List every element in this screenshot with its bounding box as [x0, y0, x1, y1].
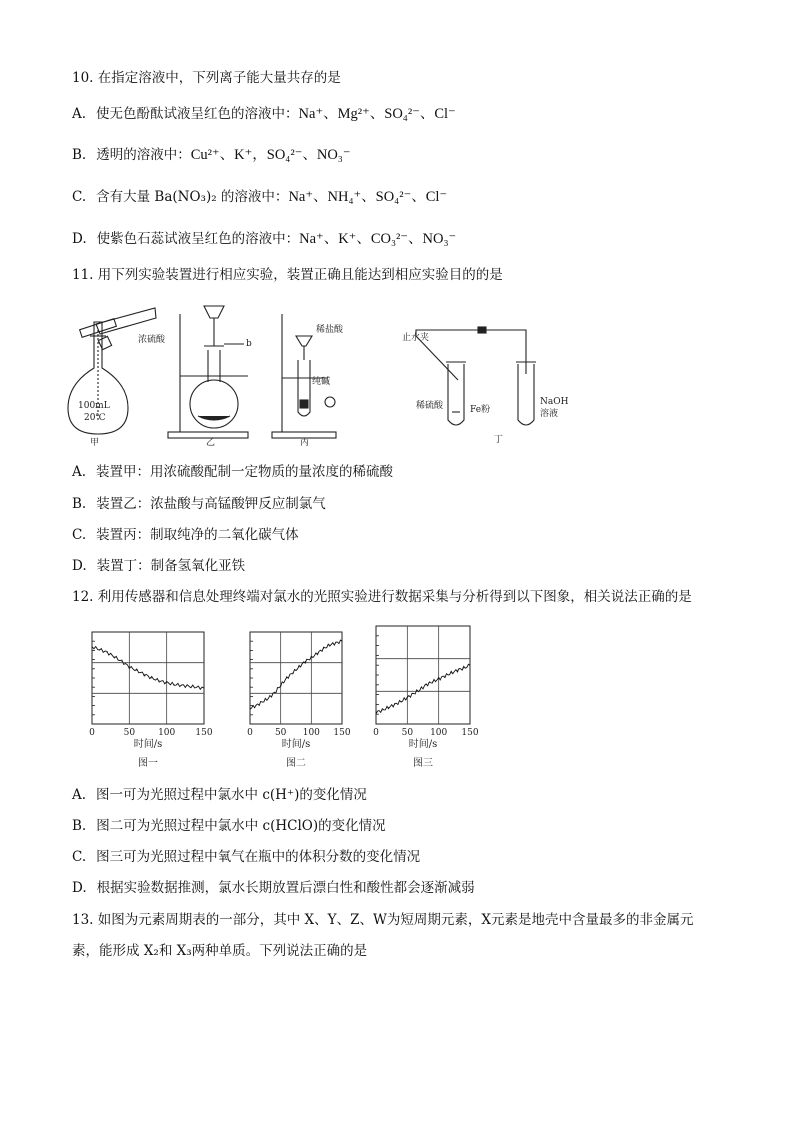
ion-list: Cu²⁺、K⁺，SO₄²⁻、NO₃⁻: [190, 147, 351, 163]
data-point: [463, 668, 464, 669]
option-text: 装置乙：浓盐酸与高锰酸钾反应制氯气: [96, 496, 326, 512]
data-point: [394, 704, 395, 705]
option-text: 根据实验数据推测，氯水长期放置后漂白性和酸性都会逐渐减弱: [96, 880, 475, 896]
reagent-label: 浓硫酸: [138, 335, 166, 345]
plot-frame: [250, 632, 342, 724]
q13-line-1: 13. 如图为元素周期表的一部分，其中 X、Y、Z、W为短周期元素，X元素是地壳中含量最多的非金属元: [72, 912, 694, 928]
chart-1: [89, 632, 213, 769]
x-axis-label: 时间/s: [408, 739, 438, 750]
option-label: C.: [72, 527, 87, 543]
apparatus-ding: [402, 327, 569, 445]
data-point: [342, 641, 343, 642]
data-point: [174, 684, 175, 685]
q10-option-c: [72, 187, 447, 207]
q10-stem: 10. 在指定溶液中，下列离子能大量共存的是: [72, 70, 341, 86]
data-point: [445, 676, 446, 677]
chart-caption: 图一: [138, 758, 158, 769]
option-text: 装置丁：制备氢氧化亚铁: [96, 558, 246, 574]
option-text: 透明的溶液中：: [96, 147, 191, 163]
option-label: A.: [72, 106, 87, 122]
plot-frame: [376, 626, 470, 724]
q13-line-2: 素，能形成 X₂和 X₃两种单质。下列说法正确的是: [72, 943, 368, 959]
flask-volume-label: 100mL: [78, 401, 110, 411]
option-text: 图二可为光照过程中氯水中 c(HClO)的变化情况: [96, 818, 386, 834]
data-point: [274, 692, 275, 693]
q12-option-c: [72, 847, 420, 867]
data-point: [426, 684, 427, 685]
x-tick-label: 100: [430, 728, 448, 738]
data-point: [181, 685, 182, 686]
data-point: [92, 646, 93, 647]
apparatus-yi: [168, 306, 252, 448]
data-point: [268, 698, 269, 699]
apparatus-jia: [68, 308, 166, 448]
port-label: b: [246, 339, 252, 349]
data-point: [438, 679, 439, 680]
option-text: 装置丙：制取纯净的二氧化碳气体: [96, 527, 299, 543]
q10-option-d: [72, 229, 456, 249]
x-tick-label: 50: [123, 728, 136, 738]
naoh-label: NaOH: [540, 397, 569, 407]
data-point: [256, 705, 257, 706]
option-label: A.: [72, 464, 87, 480]
data-point: [166, 682, 167, 683]
option-label: B.: [72, 496, 87, 512]
data-point: [376, 712, 377, 713]
data-point: [280, 685, 281, 686]
data-point: [114, 656, 115, 657]
data-point: [335, 643, 336, 644]
chart-caption: 图三: [413, 758, 433, 769]
option-text: 使紫色石蕊试液呈红色的溶液中：: [96, 231, 300, 247]
data-point: [286, 678, 287, 679]
series-line: [250, 640, 342, 709]
data-point: [407, 697, 408, 698]
q11-option-a: [72, 462, 393, 482]
q11-option-b: [72, 494, 326, 514]
plot-frame: [92, 632, 204, 724]
option-text: 使无色酚酞试液呈红色的溶液中：: [96, 106, 299, 122]
chart-2: [247, 632, 351, 769]
data-point: [382, 710, 383, 711]
x-tick-label: 100: [302, 728, 320, 738]
ion-list: Na⁺、NH₄⁺、SO₄²⁻、Cl⁻: [288, 189, 448, 205]
q12-stem: 12. 利用传感器和信息处理终端对氯水的光照实验进行数据采集与分析得到以下图象，相关说法正确的是: [72, 589, 692, 605]
q10-option-b: [72, 145, 351, 165]
x-axis-label: 时间/s: [281, 739, 311, 750]
chart-3: [373, 626, 479, 769]
data-point: [305, 661, 306, 662]
option-text: 图三可为光照过程中氧气在瓶中的体积分数的变化情况: [96, 849, 421, 865]
ion-list: Na⁺、K⁺、CO₃²⁻、NO₃⁻: [299, 231, 457, 247]
data-point: [451, 673, 452, 674]
caption-bing: 丙: [300, 438, 310, 448]
data-point: [293, 672, 294, 673]
data-point: [470, 665, 471, 666]
data-point: [413, 693, 414, 694]
data-point: [136, 670, 137, 671]
fe-label: Fe粉: [470, 405, 491, 415]
option-label: D.: [72, 880, 87, 896]
data-point: [151, 678, 152, 679]
data-point: [144, 674, 145, 675]
clamp-label: 止水夹: [402, 333, 430, 343]
data-point: [388, 707, 389, 708]
ion-list: Na⁺、Mg²⁺、SO₄²⁻、Cl⁻: [298, 106, 456, 122]
x-tick-label: 0: [89, 728, 95, 738]
x-tick-label: 150: [333, 728, 351, 738]
data-point: [189, 686, 190, 687]
chart-caption: 图二: [286, 758, 306, 769]
option-label: A.: [72, 787, 87, 803]
option-label: C.: [72, 849, 87, 865]
data-point: [457, 670, 458, 671]
option-label: D.: [72, 231, 87, 247]
caption-ding: 丁: [494, 435, 504, 445]
acid-label: 稀硫酸: [416, 401, 444, 411]
data-point: [317, 653, 318, 654]
x-tick-label: 50: [274, 728, 287, 738]
option-label: D.: [72, 558, 87, 574]
data-point: [323, 648, 324, 649]
q11-option-c: [72, 525, 299, 545]
base-label: 纯碱: [312, 377, 331, 387]
data-point: [196, 687, 197, 688]
chart-group: [80, 622, 500, 772]
data-point: [250, 708, 251, 709]
q11-stem: 11. 用下列实验装置进行相应实验，装置正确且能达到相应实验目的的是: [72, 267, 503, 283]
x-tick-label: 0: [373, 728, 379, 738]
data-point: [159, 680, 160, 681]
apparatus-figure: [60, 296, 569, 448]
flask-temp-label: 20℃: [84, 413, 106, 423]
series-line: [92, 647, 204, 690]
apparatus-bing: [272, 314, 344, 448]
caption-jia: 甲: [90, 438, 100, 448]
data-point: [432, 681, 433, 682]
data-point: [107, 652, 108, 653]
q12-option-d: [72, 878, 475, 898]
data-point: [419, 689, 420, 690]
x-tick-label: 150: [461, 728, 479, 738]
data-point: [99, 649, 100, 650]
x-tick-label: 100: [158, 728, 176, 738]
q11-option-d: [72, 556, 245, 576]
data-point: [401, 701, 402, 702]
q12-option-b: [72, 816, 386, 836]
data-point: [299, 667, 300, 668]
data-point: [311, 657, 312, 658]
acid-label: 稀盐酸: [316, 325, 344, 335]
caption-yi: 乙: [206, 438, 216, 448]
x-tick-label: 150: [195, 728, 213, 738]
data-point: [121, 661, 122, 662]
x-tick-label: 50: [401, 728, 414, 738]
data-point: [329, 644, 330, 645]
data-point: [129, 667, 130, 668]
option-text: 装置甲：用浓硫酸配制一定物质的量浓度的稀硫酸: [96, 464, 394, 480]
data-point: [262, 702, 263, 703]
data-point: [204, 688, 205, 689]
q10-option-a: [72, 104, 456, 124]
x-axis-label: 时间/s: [133, 739, 163, 750]
x-tick-label: 0: [247, 728, 253, 738]
solution-label: 溶液: [540, 409, 559, 419]
q12-option-a: [72, 785, 367, 805]
option-text: 含有大量 Ba(NO₃)₂ 的溶液中：: [96, 189, 289, 205]
series-line: [376, 664, 470, 714]
option-text: 图一可为光照过程中氯水中 c(H⁺)的变化情况: [96, 787, 367, 803]
option-label: B.: [72, 818, 87, 834]
option-label: B.: [72, 147, 87, 163]
option-label: C.: [72, 189, 87, 205]
